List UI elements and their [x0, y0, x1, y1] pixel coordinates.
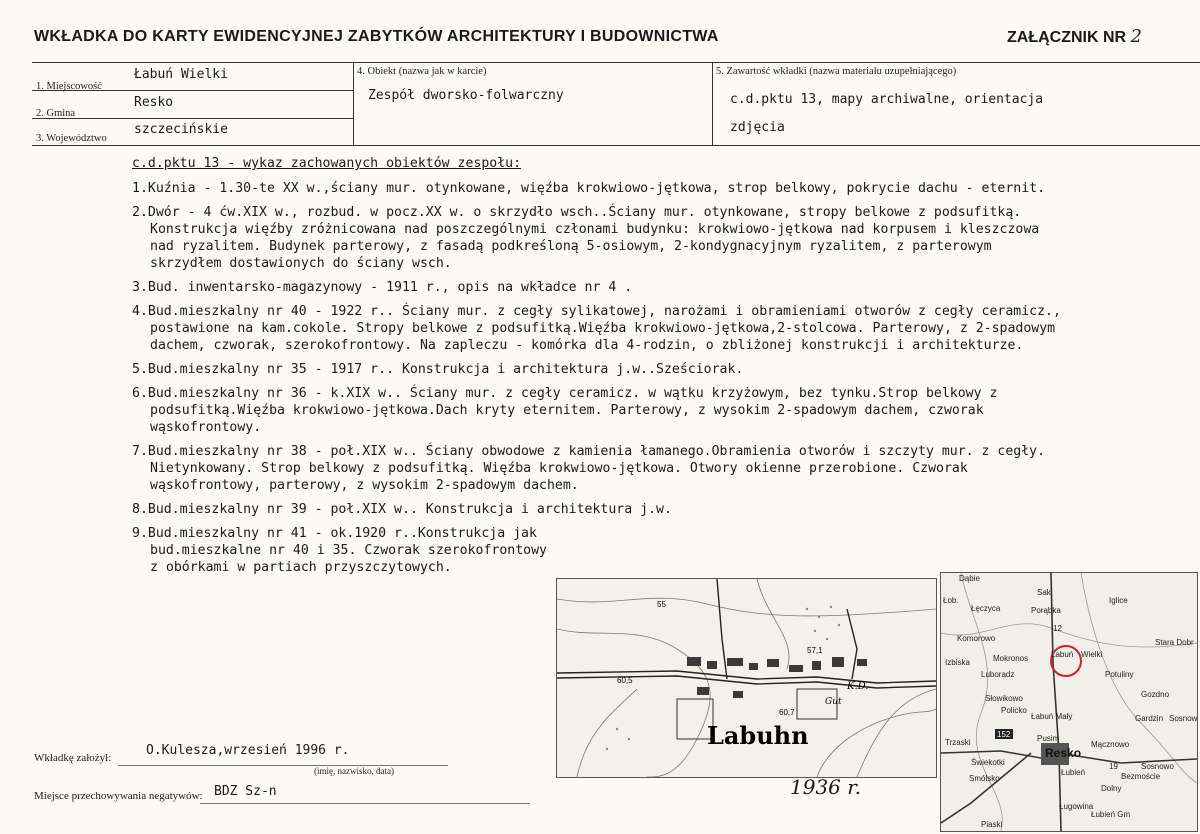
field-1-value: Łabuń Wielki: [134, 67, 228, 82]
field-3-value: szczecińskie: [134, 122, 228, 137]
storage-value: BDZ Sz-n: [214, 784, 277, 799]
place-label: Luboradz: [981, 670, 1015, 679]
description-heading: c.d.pktu 13 - wykaz zachowanych obiektów zespołu:: [132, 156, 522, 171]
orientation-map: [940, 572, 1198, 832]
place-label: Saki: [1037, 588, 1053, 597]
topo-label-60: 60,5: [617, 676, 633, 685]
author-line: [118, 765, 448, 766]
author-label: Wkładkę założył:: [34, 752, 112, 764]
topo-label-gut: Gut: [825, 697, 842, 707]
field-2-value: Resko: [134, 95, 174, 110]
document-title: WKŁADKA DO KARTY EWIDENCYJNEJ ZABYTKÓW ARCHITEKTURY I BUDOWNICTWA: [34, 28, 719, 45]
field-5-label: 5. Zawartość wkładki (nazwa materiału uzupełniającego): [716, 66, 957, 77]
place-label: Słowikowo: [985, 694, 1023, 703]
annex-label: [1007, 26, 1142, 47]
object-item-3: 3.Bud. inwentarsko-magazynowy - 1911 r., opis na wkładce nr 4 .: [132, 280, 633, 295]
place-label: Dąbie: [959, 574, 980, 583]
place-label: Piaski: [981, 820, 1003, 829]
storage-label: Miejsce przechowywania negatywów:: [34, 790, 203, 802]
road-number-152: 152: [997, 730, 1011, 739]
place-label: Gardzin: [1135, 714, 1164, 723]
region-map-drawing: [941, 573, 1197, 831]
place-label: Porąbka: [1031, 606, 1061, 615]
place-label: Gozdno: [1141, 690, 1170, 699]
place-label: Łob.: [943, 596, 959, 605]
field-4-value: Zespół dworsko-folwarczny: [368, 88, 564, 103]
place-label: Iglice: [1109, 596, 1128, 605]
place-label-resko: Resko: [1045, 746, 1082, 760]
object-item-4: 4.Bud.mieszkalny nr 40 - 1922 r.. Ściany mur. z cegły sylikatowej, narożami i obramieniami otworów z cegły ceramicz., postawione na kam.cokole. Stropy belkowe z podsufitką.Więźba krokwiowo-jętkowa,2-stolcowa. Parterowy, z 2-spadowym dachem, czworak, szerokofrontowy. Na zapleczu - komórka dla 4-rodzin, o zbliżonej konstrukcji i architekturze.: [132, 304, 1061, 353]
field-2-label: 2. Gmina: [36, 108, 76, 119]
annex-number: 2: [1130, 26, 1142, 47]
object-item-8: 8.Bud.mieszkalny nr 39 - poł.XIX w.. Konstrukcja i architektura j.w.: [132, 502, 672, 517]
form-bottom-rule: [32, 145, 1200, 146]
place-label: Mącznowo: [1091, 740, 1130, 749]
field-1-label: 1. Miejscowość: [36, 81, 102, 92]
object-item-5: 5.Bud.mieszkalny nr 35 - 1917 r.. Konstrukcja i architektura j.w..Sześciorak.: [132, 362, 744, 377]
place-label: Komorowo: [957, 634, 996, 643]
place-label: Potuliny: [1105, 670, 1134, 679]
field-5-value-line2: zdjęcia: [730, 120, 785, 135]
object-item-7: 7.Bud.mieszkalny nr 38 - poł.XIX w.. Ściany obwodowe z kamienia łamanego.Obramienia otworów i szczyty mur. z cegły. Nietynkowany. Strop belkowy z podsufitką. Więźba krokwiowo-jętkowa. Otwory okienne przerobione. Czworak wąskofrontowy, parterowy, z wysokim 2-spadowym dachem.: [132, 444, 1046, 493]
road-number-19: 19: [1109, 762, 1118, 771]
topo-label-kd: K.D.: [847, 681, 869, 692]
topo-map-drawing: [557, 579, 936, 777]
road-number-12: 12: [1053, 624, 1062, 633]
place-label: Wielki: [1081, 650, 1103, 659]
place-label: Łabuń Mały: [1031, 712, 1073, 721]
divider-col-1: [353, 62, 354, 145]
place-label: Łabuń: [1051, 650, 1074, 659]
object-item-6: 6.Bud.mieszkalny nr 36 - k.XIX w.. Ściany mur. z cegły ceramicz. w wątku krzyżowym, bez tynku.Strop belkowy z podsufitką.Więźba krokwiowo-jętkowa.Dach kryty eternitem. Parterowy, z wysokim 2-spadowym dachem, czworak wąskofrontowy.: [132, 386, 998, 435]
place-label: Izbiska: [945, 658, 970, 667]
place-label: Sosnowo: [1141, 762, 1174, 771]
storage-line: [200, 803, 530, 804]
top-rule: [32, 62, 1200, 63]
place-label: Stara Dobr: [1155, 638, 1194, 647]
place-label: Trzaski: [945, 738, 971, 747]
topo-label-607: 60,7: [779, 708, 795, 717]
row-rule-2: [32, 118, 353, 119]
map-year-handwritten: 1936 r.: [790, 775, 861, 799]
place-label: Ługowina: [1059, 802, 1094, 811]
place-label: Sosnow: [1169, 714, 1197, 723]
annex-text: ZAŁĄCZNIK NR: [1007, 29, 1127, 46]
field-3-label: 3. Województwo: [36, 133, 107, 144]
place-label: Świekotki: [971, 758, 1005, 767]
place-label: Mokronos: [993, 654, 1029, 663]
author-hint: (imię, nazwisko, data): [314, 766, 394, 776]
topo-label-571: 57,1: [807, 646, 823, 655]
field-5-value-line1: c.d.pktu 13, mapy archiwalne, orientacja: [730, 92, 1044, 107]
place-label: Łubień: [1061, 768, 1086, 777]
author-value: O.Kulesza,wrzesień 1996 r.: [146, 743, 350, 758]
topo-label-55: 55: [657, 600, 666, 609]
place-label: Dolny: [1101, 784, 1122, 793]
place-label: Łubień Gm: [1091, 810, 1131, 819]
place-label: Łęczyca: [971, 604, 1001, 613]
object-item-1: 1.Kuźnia - 1.30-te XX w.,ściany mur. otynkowane, więźba krokwiowo-jętkowa, strop belkowy, pokrycie dachu - eternit.: [132, 181, 1046, 196]
place-label: Policko: [1001, 706, 1027, 715]
object-item-9: 9.Bud.mieszkalny nr 41 - ok.1920 r..Konstrukcja jak bud.mieszkalne nr 40 i 35. Czworak szerokofrontowy z obórkami w partiach przyszczytowych.: [132, 526, 547, 575]
divider-col-2: [712, 62, 713, 145]
description-block: [132, 155, 1062, 583]
archival-topo-map: [556, 578, 937, 778]
object-item-2: 2.Dwór - 4 ćw.XIX w., rozbud. w pocz.XX w. o skrzydło wsch..Ściany mur. otynkowane, stropy belkowe z podsufitką. Konstrukcja więźby zróżnicowana nad poszczególnymi członami budynku: krokwiowo-jętkowa nad korpusem i kleszczowa nad ryzalitem. Budynek parterowy, z fasadą podkreśloną 5-osiowym, 2-kondygnacyjnym ryzalitem, z parterowym skrzydłem dostawionych do ściany wsch.: [132, 205, 1040, 271]
field-4-label: 4. Obiekt (nazwa jak w karcie): [357, 66, 487, 77]
topo-place-name: Labuhn: [707, 721, 809, 750]
place-label: Bezmoście: [1121, 772, 1161, 781]
place-label: Smólsko: [969, 774, 1000, 783]
place-label: Pusim: [1037, 734, 1060, 743]
